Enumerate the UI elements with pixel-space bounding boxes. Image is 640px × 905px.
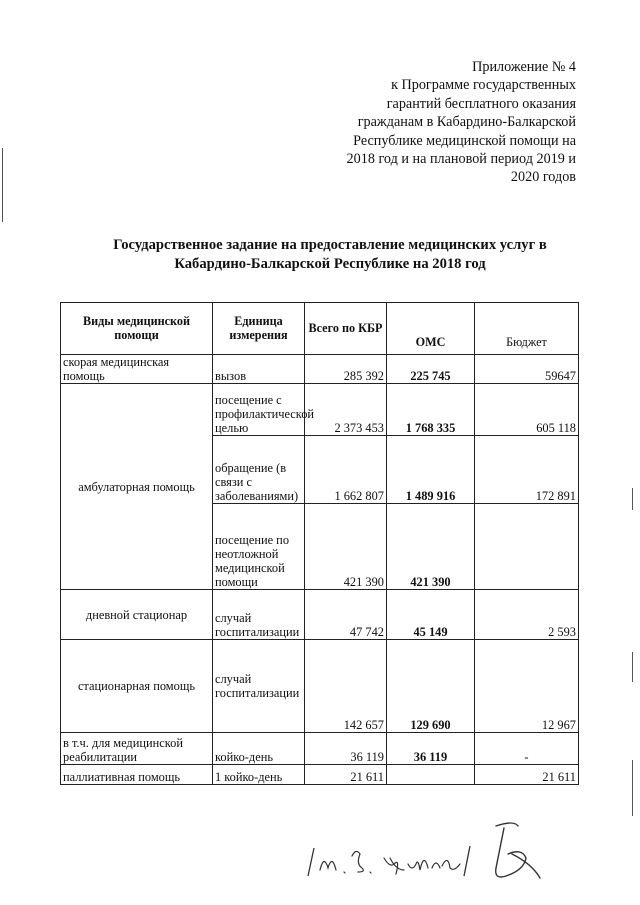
scan-edge-mark bbox=[632, 652, 633, 682]
cell-budget: 2 593 bbox=[475, 590, 579, 640]
annex-header bbox=[276, 58, 576, 187]
table-row bbox=[61, 765, 579, 785]
annex-line: Приложение № 4 bbox=[472, 59, 576, 75]
cell-total: 142 657 bbox=[305, 640, 387, 733]
cell-budget: 605 118 bbox=[475, 384, 579, 436]
cell-oms: 129 690 bbox=[387, 640, 475, 733]
annex-line: 2020 годов bbox=[510, 169, 576, 186]
annex-line: 2018 год и на плановой период 2019 и bbox=[346, 151, 576, 168]
cell-budget: 172 891 bbox=[475, 436, 579, 504]
cell-total: 1 662 807 bbox=[305, 436, 387, 504]
cell-unit: посещение с профилактической целью bbox=[213, 384, 305, 436]
cell-total: 2 373 453 bbox=[305, 384, 387, 436]
header-type: Виды медицинской помощи bbox=[61, 303, 213, 355]
cell-unit: 1 койко-день bbox=[213, 765, 305, 785]
cell-oms: 45 149 bbox=[387, 590, 475, 640]
scan-edge-mark bbox=[632, 760, 633, 816]
cell-budget: 21 611 bbox=[475, 765, 579, 785]
cell-type: дневной стационар bbox=[61, 590, 213, 640]
table-row bbox=[61, 733, 579, 765]
annex-line: гражданам в Кабардино-Балкарской bbox=[357, 114, 576, 131]
cell-unit: обращение (в связи с заболеваниями) bbox=[213, 436, 305, 504]
table-row bbox=[61, 384, 579, 436]
cell-unit: койко-день bbox=[213, 733, 305, 765]
cell-type: в т.ч. для медицинской реабилитации bbox=[61, 733, 213, 765]
cell-budget: - bbox=[475, 733, 579, 765]
cell-total: 47 742 bbox=[305, 590, 387, 640]
cell-total: 421 390 bbox=[305, 504, 387, 590]
cell-budget: 59647 bbox=[475, 355, 579, 384]
annex-line: к Программе государственных bbox=[391, 77, 576, 94]
scan-edge-mark bbox=[632, 488, 633, 510]
cell-unit: посещение по неотложной медицинской помощи bbox=[213, 504, 305, 590]
title-line-2: Кабардино-Балкарской Республике на 2018 год bbox=[174, 256, 486, 272]
table-row bbox=[61, 640, 579, 733]
cell-oms: 421 390 bbox=[387, 504, 475, 590]
cell-type: паллиативная помощь bbox=[61, 765, 213, 785]
title-line-1: Государственное задание на предоставление медицинских услуг в bbox=[113, 237, 547, 253]
document-title bbox=[60, 236, 600, 274]
cell-type: стационарная помощь bbox=[61, 640, 213, 733]
cell-type: амбулаторная помощь bbox=[61, 384, 213, 590]
cell-total: 285 392 bbox=[305, 355, 387, 384]
medical-services-table bbox=[60, 302, 579, 785]
cell-budget bbox=[475, 504, 579, 590]
annex-line: гарантий бесплатного оказания bbox=[386, 95, 576, 112]
cell-oms bbox=[387, 765, 475, 785]
cell-oms: 225 745 bbox=[387, 355, 475, 384]
cell-oms: 1 489 916 bbox=[387, 436, 475, 504]
cell-type: скорая медицинская помощь bbox=[61, 355, 213, 384]
handwritten-signature bbox=[300, 818, 560, 888]
header-oms: ОМС bbox=[387, 303, 475, 355]
table-row bbox=[61, 590, 579, 640]
cell-unit: вызов bbox=[213, 355, 305, 384]
cell-total: 21 611 bbox=[305, 765, 387, 785]
cell-unit: случай госпитализации bbox=[213, 640, 305, 733]
cell-oms: 36 119 bbox=[387, 733, 475, 765]
table-header-row bbox=[61, 303, 579, 355]
header-unit: Единица измерения bbox=[213, 303, 305, 355]
cell-total: 36 119 bbox=[305, 733, 387, 765]
annex-line: Республике медицинской помощи на bbox=[353, 132, 576, 149]
cell-unit: случай госпитализации bbox=[213, 590, 305, 640]
scan-edge-mark bbox=[2, 148, 3, 222]
table-row bbox=[61, 355, 579, 384]
cell-oms: 1 768 335 bbox=[387, 384, 475, 436]
header-total: Всего по КБР bbox=[305, 303, 387, 355]
header-budget: Бюджет bbox=[475, 303, 579, 355]
cell-budget: 12 967 bbox=[475, 640, 579, 733]
